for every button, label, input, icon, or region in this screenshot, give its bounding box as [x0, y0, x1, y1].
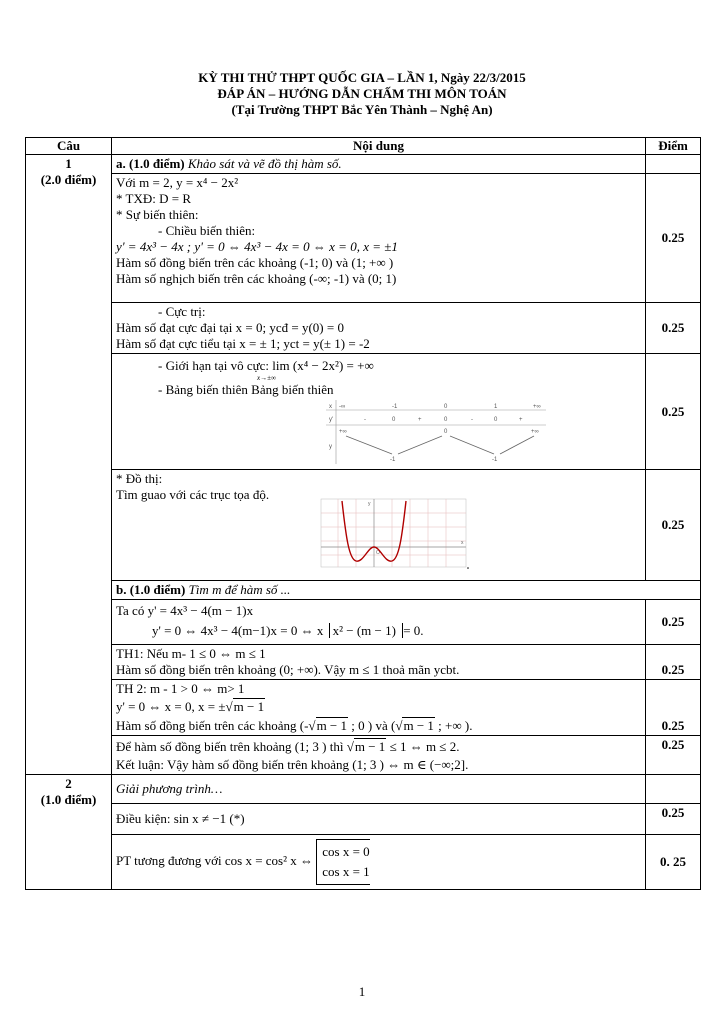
bvt-arrow-down	[346, 436, 392, 454]
q1-row-2	[26, 303, 701, 354]
bvt-x-val: 1	[494, 404, 498, 410]
q2-title-empty-score	[646, 775, 701, 804]
bvt-x-label: x	[329, 404, 332, 410]
q1-row-6-content	[112, 645, 646, 680]
bvt-arrow-up	[500, 436, 534, 454]
q2-row-1	[26, 804, 701, 835]
text-line: Để hàm số đồng biến trên khoảng (1; 3 ) thì √m − 1 ≤ 1 ⇔ m ≤ 2.	[116, 739, 460, 754]
graph-x-axis-label: x	[461, 540, 464, 546]
text-line: Hàm số đạt cực đại tại x = 0; ycđ = y(0) = 0	[116, 320, 344, 335]
bvt-y-val: +∞	[339, 429, 347, 435]
text-line: Hàm số đồng biến trên khoảng (0; +∞). Vậy m ≤ 1 thoả mãn ycbt.	[116, 662, 460, 677]
q1-b-title	[112, 581, 701, 600]
col-header-cau: Câu	[26, 138, 112, 155]
q2-row-1-content	[112, 804, 646, 835]
text-line: * Sự biến thiên:	[116, 207, 199, 222]
q2-title-row	[26, 775, 701, 804]
q2-row-2	[26, 835, 701, 890]
header-school: (Tại Trường THPT Bắc Yên Thành – Nghệ An)	[231, 102, 493, 117]
case-line: cos x = 0	[322, 844, 370, 859]
q1-b-desc: Tìm m để hàm số ...	[188, 582, 291, 597]
bvt-yp-sign: 0	[444, 417, 448, 423]
score-cell: 0.25	[646, 470, 701, 581]
radical: m − 1	[403, 718, 434, 733]
case-bracket	[316, 839, 369, 885]
text-line: Tìm guao với các trục tọa độ.	[116, 487, 270, 502]
bvt-arrow-down	[450, 436, 494, 454]
q1-row-1-content	[112, 174, 646, 303]
q1-b-title-row	[26, 581, 701, 600]
document-header	[0, 70, 724, 118]
case-line: cos x = 1	[322, 864, 370, 879]
q1-row-3-content	[112, 354, 646, 470]
q2-points: (1.0 điểm)	[40, 792, 97, 807]
limit-subscript: x→±∞	[257, 374, 276, 382]
bvt-x-val: 0	[444, 404, 448, 410]
bvt-x-val: -1	[392, 404, 398, 410]
text-line: TH 2: m - 1 > 0 ⇔ m> 1	[116, 681, 245, 696]
q2-row-2-content	[112, 835, 646, 890]
bvt-y-val: -1	[492, 457, 498, 463]
bvt-y-label: y	[329, 444, 332, 450]
text-line: TH1: Nếu m- 1 ≤ 0 ⇔ m ≤ 1	[116, 646, 266, 661]
score-cell: 0.25	[646, 174, 701, 303]
text-line: Hàm số nghịch biến trên các khoảng (-∞; -1) và (0; 1)	[116, 271, 397, 286]
bvt-yp-sign: 0	[494, 417, 498, 423]
text-line	[116, 619, 641, 639]
radical: m − 1	[233, 699, 265, 714]
q2-number: 2	[65, 776, 72, 791]
text-line: y' = 0 ⇔ x = 0, x = ±√m − 1	[116, 699, 265, 714]
q1-a-empty-score	[646, 155, 701, 174]
equation-part: ; 0 ) và (	[348, 718, 396, 733]
table-header-row	[26, 138, 701, 155]
col-header-diem: Điểm	[646, 138, 701, 155]
variation-table	[326, 400, 546, 464]
q1-row-7	[26, 680, 701, 736]
text-line: - Bảng biến thiên Bảng biến thiên	[158, 382, 334, 397]
text-line: * TXĐ: D = R	[116, 191, 191, 206]
score-cell: 0.25	[646, 600, 701, 645]
q1-a-title-row	[26, 155, 701, 174]
graph-origin-label: O	[376, 550, 380, 556]
equation-part: Hàm số đồng biến trên các khoảng (-	[116, 718, 309, 733]
q2-title	[112, 775, 646, 804]
equation-part: y' = 0 ⇔ 4x³ − 4(m−1)x = 0 ⇔ x	[152, 623, 324, 638]
text-line: Hàm số đồng biến trên các khoảng (-1; 0) và (1; +∞ )	[116, 255, 394, 270]
q1-a-label: a. (1.0 điểm)	[116, 156, 185, 171]
bvt-yp-label: y'	[329, 417, 334, 423]
graph-y-axis-label: y	[368, 501, 371, 507]
q1-number: 1	[65, 156, 72, 171]
q1-row-8	[26, 736, 701, 775]
bvt-x-val: +∞	[533, 404, 541, 410]
equation-part: ; +∞ ).	[434, 718, 473, 733]
equation-part: ≤ 1 ⇔ m ≤ 2.	[386, 739, 460, 754]
bvt-arrow-up	[398, 436, 442, 454]
bracket-content: x² − (m − 1)	[332, 623, 396, 638]
q1-row-8-content	[112, 736, 646, 775]
q1-row-5-content	[112, 600, 646, 645]
bracket-expr	[329, 623, 404, 638]
bvt-yp-sign: 0	[392, 417, 396, 423]
equation-part: PT tương đương với cos x = cos² x ⇔	[116, 852, 314, 868]
q1-row-7-content	[112, 680, 646, 736]
q2-label	[26, 775, 112, 890]
header-exam-title: KỲ THI THỬ THPT QUỐC GIA – LẦN 1, Ngày 22/3/2015	[198, 70, 526, 85]
score-cell: 0.25	[646, 354, 701, 470]
q1-row-4	[26, 470, 701, 581]
text-line: Với m = 2, y = x⁴ − 2x²	[116, 175, 239, 190]
equation-part: = 0.	[403, 623, 424, 638]
text-line: Ta có y' = 4x³ − 4(m − 1)x	[116, 603, 254, 618]
text-line: Kết luận: Vậy hàm số đồng biến trên khoảng (1; 3 ) ⇔ m ∈ (−∞;2].	[116, 757, 469, 772]
score-cell: 0.25	[646, 680, 701, 736]
text-line: - Cực trị:	[158, 304, 206, 319]
bvt-yp-sign: -	[471, 417, 473, 423]
q1-a-desc: Khảo sát và vẽ đồ thị hàm số.	[187, 156, 342, 171]
score-cell: 0.25	[646, 736, 701, 775]
bvt-y-val: -1	[390, 457, 396, 463]
text-line: * Đồ thị:	[116, 471, 163, 486]
graph-dot	[467, 567, 469, 569]
col-header-noidung: Nội dung	[112, 138, 646, 155]
function-graph	[316, 497, 476, 571]
q1-a-title	[112, 155, 646, 174]
q1-points: (2.0 điểm)	[40, 172, 97, 187]
bvt-yp-sign: +	[418, 417, 422, 423]
q1-row-3	[26, 354, 701, 470]
q1-label	[26, 155, 112, 775]
text-line: Hàm số đồng biến trên các khoảng (-√m − 1 ; 0 ) và (√m − 1 ; +∞ ).	[116, 718, 473, 733]
text-line: - Chiều biến thiên:	[158, 223, 256, 238]
bvt-yp-sign: -	[364, 417, 366, 423]
q1-row-1	[26, 174, 701, 303]
bvt-y-val: +∞	[531, 429, 539, 435]
header-answer-title: ĐÁP ÁN – HƯỚNG DẪN CHẤM THI MÔN TOÁN	[217, 86, 507, 101]
q1-row-5	[26, 600, 701, 645]
q1-row-2-content	[112, 303, 646, 354]
equation-part: Để hàm số đồng biến trên khoảng (1; 3 ) thì	[116, 739, 347, 754]
text-line: Điều kiện: sin x ≠ −1 (*)	[116, 811, 245, 826]
bvt-y-val: 0	[444, 429, 448, 435]
score-cell: 0.25	[646, 645, 701, 680]
page-number: 1	[358, 984, 366, 999]
answer-table	[25, 137, 701, 890]
q2-title-text: Giải phương trình…	[116, 781, 223, 796]
text-line: - Giới hạn tại vô cực: lim (x⁴ − 2x²) = +∞	[158, 358, 374, 373]
q1-row-6	[26, 645, 701, 680]
radical: m − 1	[316, 718, 348, 733]
q1-row-4-content	[112, 470, 646, 581]
bvt-x-val: -∞	[339, 404, 346, 410]
score-cell: 0. 25	[646, 835, 701, 890]
score-cell: 0.25	[646, 804, 701, 835]
text-line: y' = 4x³ − 4x ; y' = 0 ⇔ 4x³ − 4x = 0 ⇔ x = 0, x = ±1	[116, 239, 398, 254]
text-line: Hàm số đạt cực tiểu tại x = ± 1; yct = y(± 1) = -2	[116, 336, 370, 351]
q1-b-label: b. (1.0 điểm)	[116, 582, 186, 597]
equation-part: y' = 0 ⇔ x = 0, x = ±	[116, 699, 226, 714]
score-cell: 0.25	[646, 303, 701, 354]
radical: m − 1	[354, 739, 386, 754]
bvt-yp-sign: +	[519, 417, 523, 423]
